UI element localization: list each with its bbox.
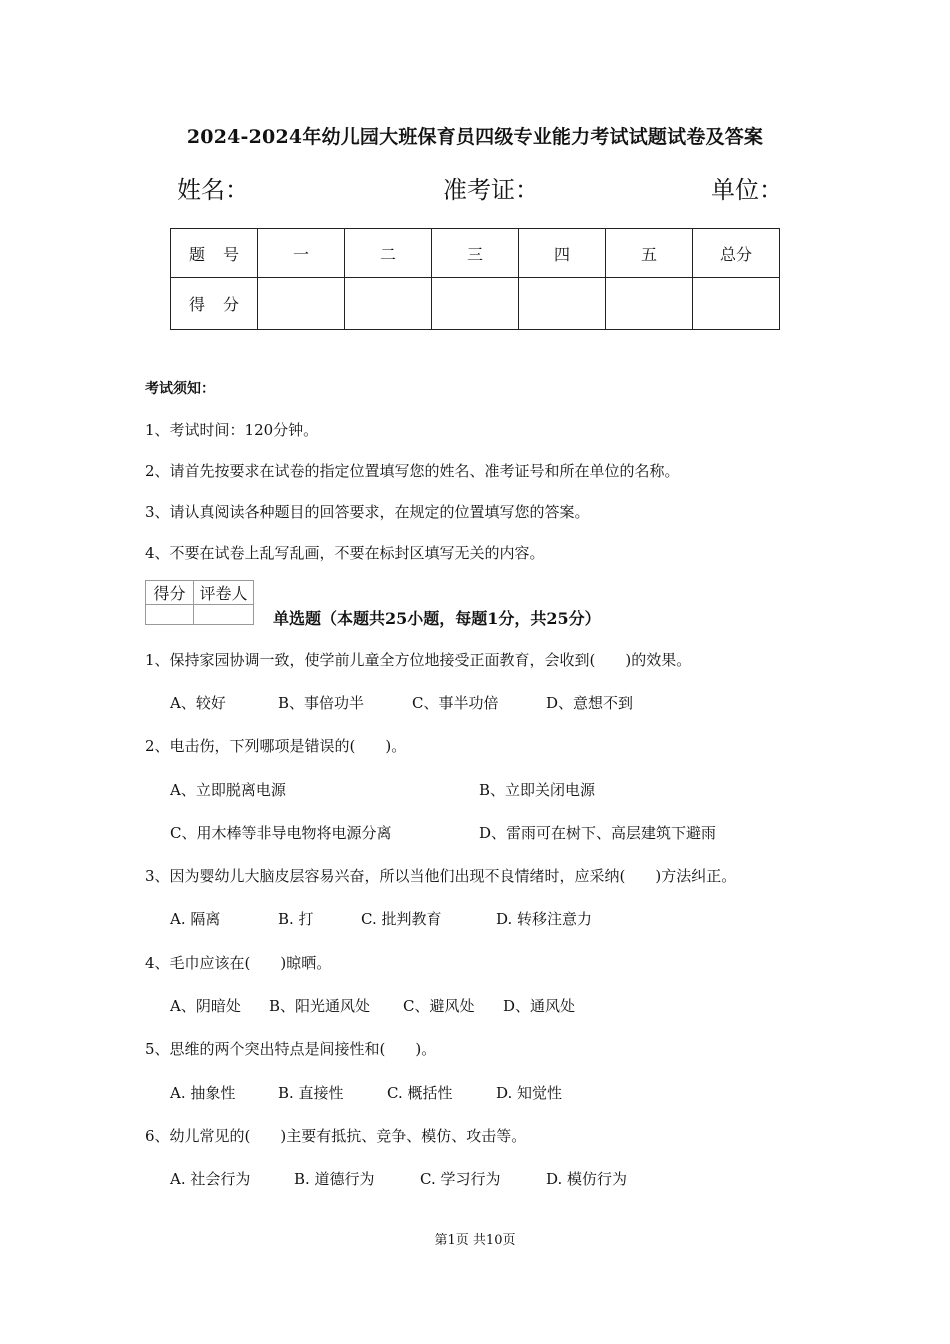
question-option: A. 隔离 [170, 910, 221, 928]
score-header-cell: 三 [432, 229, 519, 278]
question-option: C. 学习行为 [420, 1170, 501, 1188]
notice-heading: 考试须知： [145, 381, 215, 397]
question-option: C、用木棒等非导电物将电源分离 [170, 824, 392, 842]
score-table [170, 228, 780, 330]
question-stem: 2、电击伤，下列哪项是错误的( )。 [145, 737, 407, 755]
question-option: B. 打 [278, 910, 314, 928]
score-cell [519, 278, 606, 330]
question-stem: 5、思维的两个突出特点是间接性和( )。 [145, 1040, 437, 1058]
question-option: A. 抽象性 [170, 1084, 236, 1102]
notice-item: 4、不要在试卷上乱写乱画，不要在标封区填写无关的内容。 [145, 544, 545, 562]
name-label: 姓名： [177, 176, 249, 204]
question-option: A、立即脱离电源 [170, 781, 286, 799]
question-option: A、阴暗处 [170, 997, 241, 1015]
notice-item: 2、请首先按要求在试卷的指定位置填写您的姓名、准考证号和所在单位的名称。 [145, 462, 680, 480]
score-cell [606, 278, 693, 330]
grader-score-label: 得分 [146, 581, 194, 605]
question-option: B、立即关闭电源 [479, 781, 596, 799]
question-option: D. 知觉性 [496, 1084, 563, 1102]
question-option: A. 社会行为 [170, 1170, 251, 1188]
question-option: B. 直接性 [278, 1084, 344, 1102]
grader-box [145, 580, 254, 625]
grader-cell [194, 605, 254, 625]
question-option: D. 转移注意力 [496, 910, 593, 928]
question-option: B. 道德行为 [294, 1170, 375, 1188]
question-option: B、事倍功半 [278, 694, 365, 712]
question-stem: 4、毛巾应该在( )晾晒。 [145, 954, 332, 972]
section-title: 单选题（本题共25小题，每题1分，共25分） [273, 609, 601, 628]
unit-label: 单位： [711, 176, 783, 204]
question-option: A、较好 [170, 694, 226, 712]
score-row-label: 得分 [171, 278, 258, 330]
score-table-header-row [171, 229, 780, 278]
score-header-cell: 题号 [171, 229, 258, 278]
score-header-cell: 五 [606, 229, 693, 278]
score-header-cell: 总分 [693, 229, 780, 278]
question-option: D、通风处 [503, 997, 576, 1015]
question-option: C、事半功倍 [412, 694, 499, 712]
question-stem: 6、幼儿常见的( )主要有抵抗、竞争、模仿、攻击等。 [145, 1127, 527, 1145]
question-option: D. 模仿行为 [546, 1170, 628, 1188]
score-cell [693, 278, 780, 330]
score-cell [258, 278, 345, 330]
grader-label: 评卷人 [194, 581, 254, 605]
score-header-cell: 四 [519, 229, 606, 278]
question-option: D、意想不到 [546, 694, 634, 712]
question-option: D、雷雨可在树下、高层建筑下避雨 [479, 824, 717, 842]
question-option: C. 批判教育 [361, 910, 442, 928]
grader-score-cell [146, 605, 194, 625]
question-stem: 1、保持家园协调一致，使学前儿童全方位地接受正面教育，会收到( )的效果。 [145, 651, 692, 669]
page-footer: 第1页 共10页 [434, 1233, 516, 1248]
exam-id-label: 准考证： [443, 176, 539, 204]
question-stem: 3、因为婴幼儿大脑皮层容易兴奋，所以当他们出现不良情绪时，应采纳( )方法纠正。 [145, 867, 737, 885]
question-option: C. 概括性 [387, 1084, 453, 1102]
score-cell [432, 278, 519, 330]
notice-item: 3、请认真阅读各种题目的回答要求，在规定的位置填写您的答案。 [145, 503, 590, 521]
score-header-cell: 二 [345, 229, 432, 278]
score-cell [345, 278, 432, 330]
notice-item: 1、考试时间：120分钟。 [145, 421, 319, 439]
question-option: B、阳光通风处 [269, 997, 371, 1015]
page-title: 2024-2024年幼儿园大班保育员四级专业能力考试试题试卷及答案 [186, 126, 764, 148]
question-option: C、避风处 [403, 997, 475, 1015]
score-header-cell: 一 [258, 229, 345, 278]
score-table-score-row [171, 278, 780, 330]
